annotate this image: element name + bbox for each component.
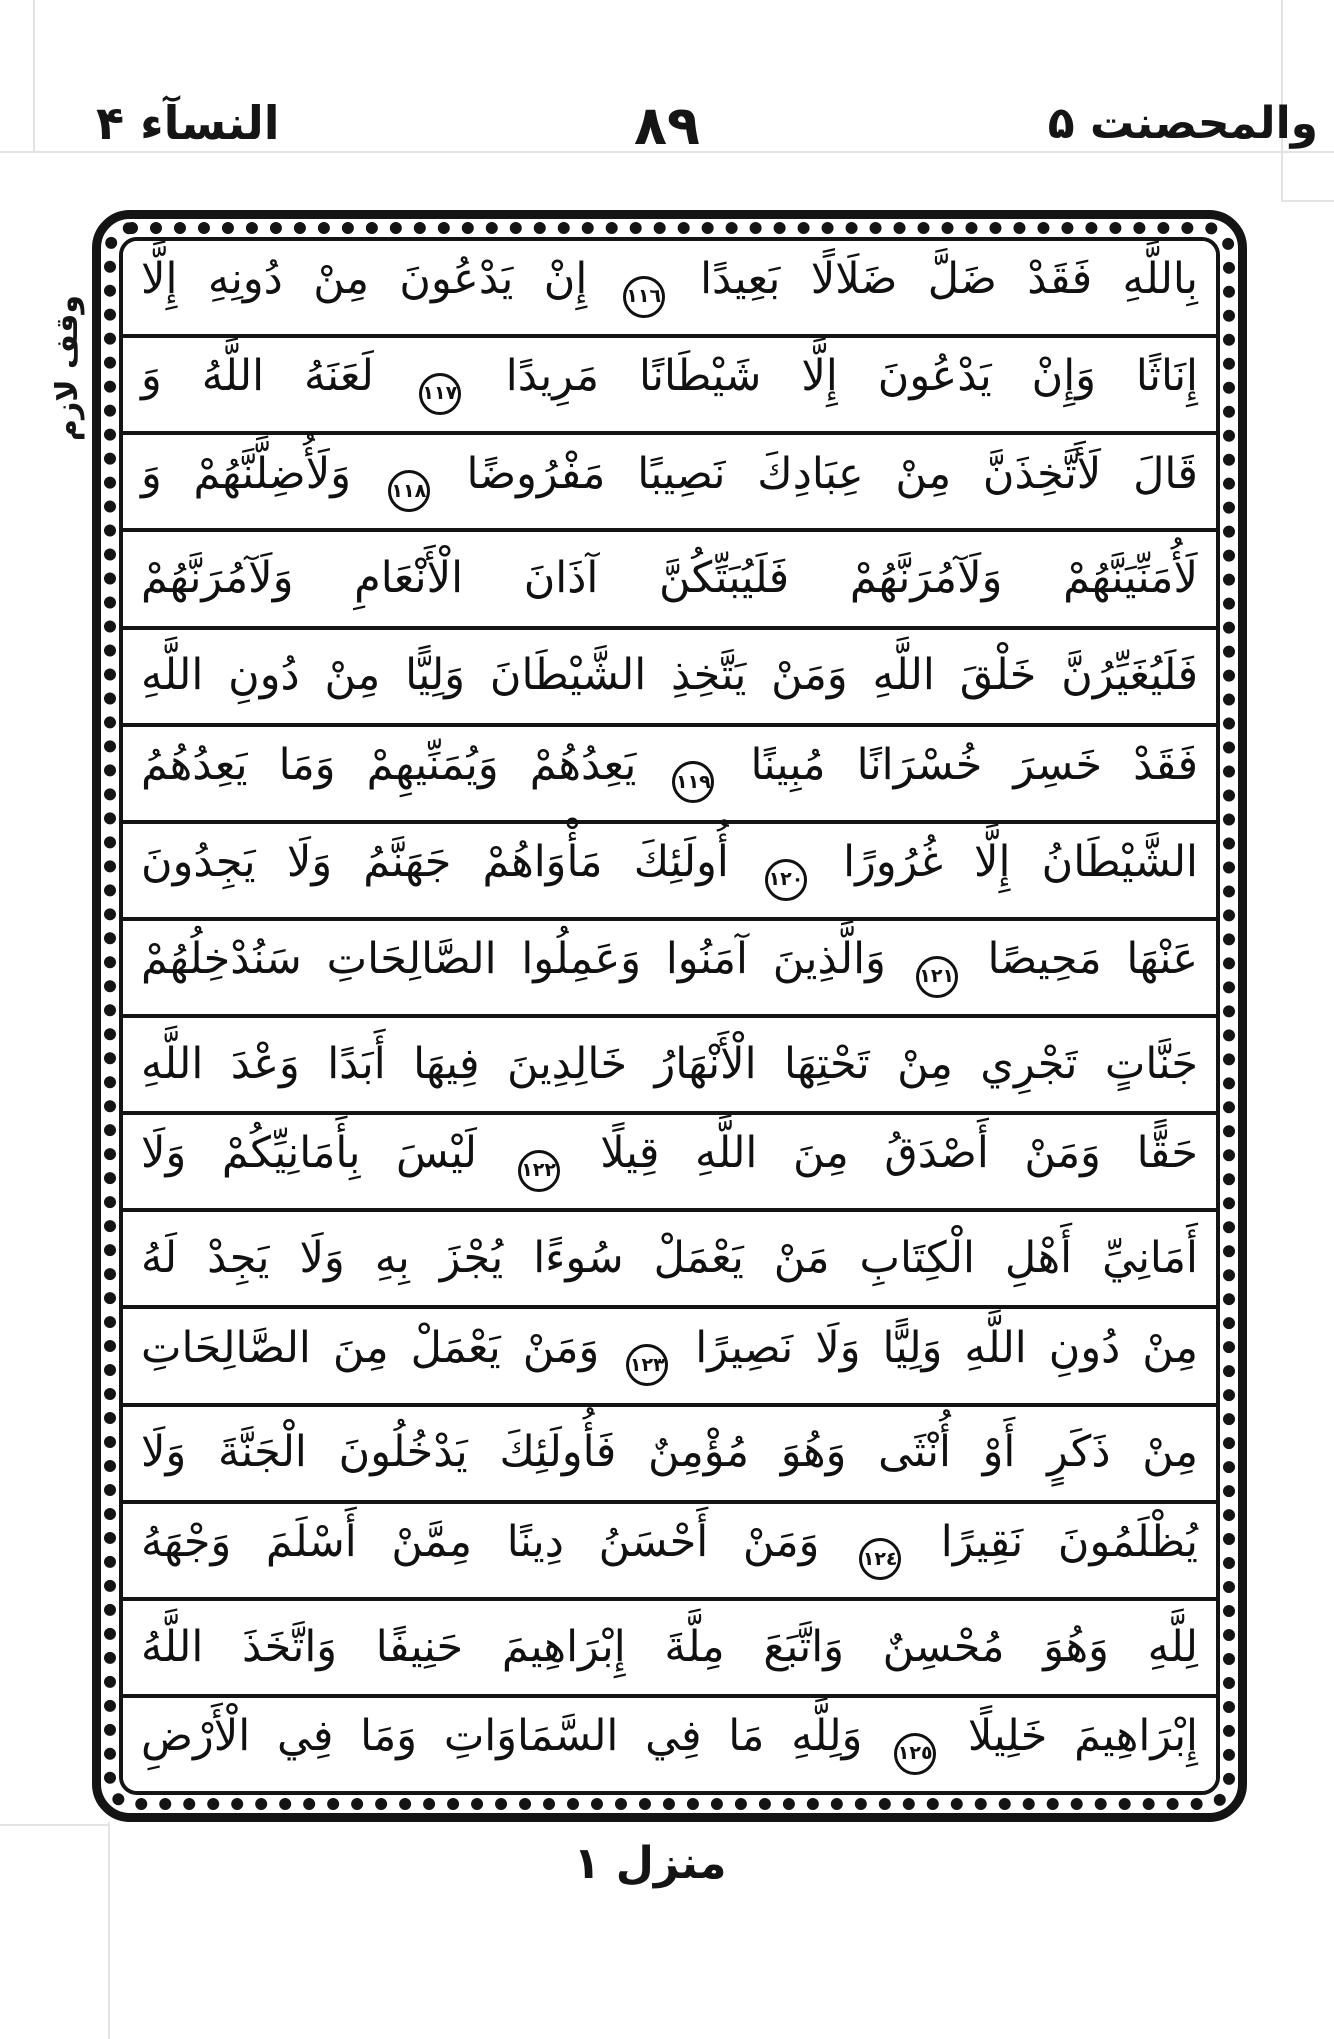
ayah-number-badge: ١١٨	[388, 470, 430, 512]
quran-line-text: جَنَّاتٍ تَجْرِي مِنْ تَحْتِهَا الْأَنْهَارُ خَالِدِينَ فِيهَا أَبَدًا وَعْدَ اللَّهِ	[141, 1038, 1198, 1089]
ayah-number-badge: ١١٦	[623, 276, 665, 318]
quran-text-line	[123, 435, 1216, 532]
quran-line-text: أَمَانِيِّ أَهْلِ الْكِتَابِ مَنْ يَعْمَلْ سُوءًا يُجْزَ بِهِ وَلَا يَجِدْ لَهُ	[141, 1233, 1198, 1284]
quran-text-line	[123, 824, 1216, 921]
quran-text-line	[123, 1601, 1216, 1698]
scan-fold-line	[0, 1824, 108, 1826]
quran-text-line	[123, 1309, 1216, 1406]
manzil-footer: منزل ١	[573, 1838, 727, 1889]
quran-line-text: مِنْ ذَكَرٍ أَوْ أُنْثَى وَهُوَ مُؤْمِنٌ فَأُولَئِكَ يَدْخُلُونَ الْجَنَّةَ وَلَا	[141, 1427, 1198, 1478]
quran-line-text: لَأُمَنِّيَنَّهُمْ وَلَآمُرَنَّهُمْ فَلَيُبَتِّكُنَّ آذَانَ الْأَنْعَامِ وَلَآمُرَنَّهُمْ	[141, 553, 1198, 604]
quran-line-text: حَقًّا وَمَنْ أَصْدَقُ مِنَ اللَّهِ قِيلًا ١٢٢ لَيْسَ بِأَمَانِيِّكُمْ وَلَا	[123, 1131, 1216, 1192]
quran-text-line	[123, 630, 1216, 727]
quran-line-text: الشَّيْطَانُ إِلَّا غُرُورًا ١٢٠ أُولَئِكَ مَأْوَاهُمْ جَهَنَّمُ وَلَا يَجِدُونَ	[123, 840, 1216, 901]
quran-text-line	[123, 1115, 1216, 1212]
quran-line-text: قَالَ لَأَتَّخِذَنَّ مِنْ عِبَادِكَ نَصِيبًا مَفْرُوضًا ١١٨ وَلَأُضِلَّنَّهُمْ وَ	[123, 452, 1216, 513]
ayah-number-badge: ١١٧	[419, 373, 461, 415]
quran-line-text: بِاللَّهِ فَقَدْ ضَلَّ ضَلَالًا بَعِيدًا ١١٦ إِنْ يَدْعُونَ مِنْ دُونِهِ إِلَّا	[123, 257, 1216, 318]
quran-text-line	[123, 1407, 1216, 1504]
waqf-margin-note: وقف لازم	[50, 294, 85, 442]
page-border-frame	[92, 210, 1247, 1822]
quran-line-text: إِبْرَاهِيمَ خَلِيلًا ١٢٥ وَلِلَّهِ مَا فِي السَّمَاوَاتِ وَمَا فِي الْأَرْضِ	[123, 1714, 1216, 1775]
quran-text-line	[123, 338, 1216, 435]
quran-line-text: عَنْهَا مَحِيصًا ١٢١ وَالَّذِينَ آمَنُوا وَعَمِلُوا الصَّالِحَاتِ سَنُدْخِلُهُمْ	[123, 937, 1216, 998]
quran-line-text: فَلَيُغَيِّرُنَّ خَلْقَ اللَّهِ وَمَنْ يَتَّخِذِ الشَّيْطَانَ وَلِيًّا مِنْ دُونِ اللَّهِ	[141, 650, 1198, 701]
quran-line-text: لِلَّهِ وَهُوَ مُحْسِنٌ وَاتَّبَعَ مِلَّةَ إِبْرَاهِيمَ حَنِيفًا وَاتَّخَذَ اللَّهُ	[141, 1621, 1198, 1672]
ayah-number-badge: ١٢٥	[894, 1733, 936, 1775]
ayah-number-badge: ١٢١	[916, 956, 958, 998]
quran-text-line	[123, 1018, 1216, 1115]
quran-text-line	[123, 1698, 1216, 1791]
page-number: ٨٩	[634, 94, 700, 157]
scan-fold-line	[1281, 200, 1334, 202]
ayah-number-badge: ١٢٠	[765, 859, 807, 901]
ayah-number-badge: ١٢٢	[518, 1150, 560, 1192]
quran-line-text: فَقَدْ خَسِرَ خُسْرَانًا مُبِينًا ١١٩ يَعِدُهُمْ وَيُمَنِّيهِمْ وَمَا يَعِدُهُمُ	[123, 743, 1216, 804]
quran-line-text: يُظْلَمُونَ نَقِيرًا ١٢٤ وَمَنْ أَحْسَنُ دِينًا مِمَّنْ أَسْلَمَ وَجْهَهُ	[123, 1520, 1216, 1581]
quran-text-line	[123, 727, 1216, 824]
decorative-diamond-border	[104, 222, 1235, 1810]
surah-title: النسآء ۴	[96, 96, 280, 150]
ayah-number-badge: ١٢٣	[626, 1344, 668, 1386]
quran-text-line	[123, 921, 1216, 1018]
quran-line-text: مِنْ دُونِ اللَّهِ وَلِيًّا وَلَا نَصِيرًا ١٢٣ وَمَنْ يَعْمَلْ مِنَ الصَّالِحَاتِ	[123, 1326, 1216, 1387]
ayah-number-badge: ١٢٤	[859, 1538, 901, 1580]
quran-text-line	[123, 241, 1216, 338]
quran-text-line	[123, 1212, 1216, 1309]
quran-text-block	[119, 237, 1220, 1795]
quran-text-line	[123, 1504, 1216, 1601]
juz-title: والمحصنت ۵	[1047, 98, 1318, 149]
ayah-number-badge: ١١٩	[672, 761, 714, 803]
quran-text-line	[123, 532, 1216, 629]
quran-line-text: إِنَاثًا وَإِنْ يَدْعُونَ إِلَّا شَيْطَانًا مَرِيدًا ١١٧ لَعَنَهُ اللَّهُ وَ	[123, 354, 1216, 415]
